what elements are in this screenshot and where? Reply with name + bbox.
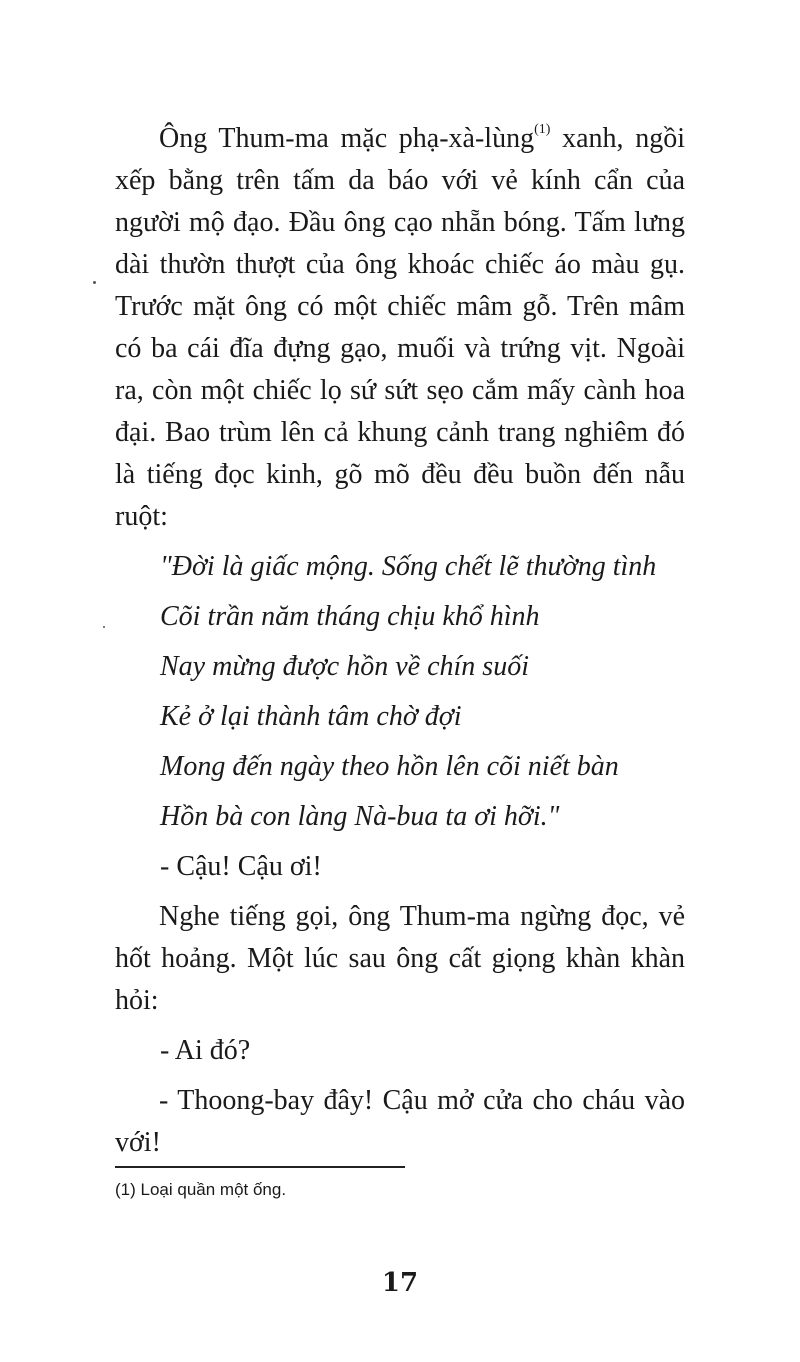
paragraph-opening-rest: xanh, ngồi xếp bằng trên tấm da báo với vẻ kính cẩn của người mộ đạo. Đầu ông cạo nhẵn bóng. Tấm lưng dài thườn thượt của ông khoác chiếc áo màu gụ. Trước mặt ông có một chiếc mâm gỗ. Trên mâm có ba cái đĩa đựng gạo, muối và trứng vịt. Ngoài ra, còn một chiếc lọ sứ sứt sẹo cắm mấy cành hoa đại. Bao trùm lên cả khung cảnh trang nghiêm đó là tiếng đọc kinh, gõ mõ đều đều buồn đến nẫu ruột: <box>115 123 685 532</box>
verse-line: Nay mừng được hồn về chín suối <box>160 651 529 682</box>
scan-speck <box>103 626 105 628</box>
chant-verse <box>115 546 685 838</box>
dialog-question: - Ai đó? <box>160 1035 251 1066</box>
page-body <box>115 118 685 1164</box>
paragraph-opening-start: Ông Thum-ma mặc phạ-xà-lùng <box>159 123 535 154</box>
paragraph-narration: Nghe tiếng gọi, ông Thum-ma ngừng đọc, vẻ hốt hoảng. Một lúc sau ông cất giọng khàn khàn hỏi: <box>115 901 685 1016</box>
verse-line: Hồn bà con làng Nà-bua ta ơi hỡi." <box>160 801 560 832</box>
verse-line: Cõi trần năm tháng chịu khổ hình <box>160 601 540 632</box>
footnote-divider <box>115 1166 405 1168</box>
verse-line: Kẻ ở lại thành tâm chờ đợi <box>160 701 462 732</box>
paragraph-opening <box>115 118 685 538</box>
footnote-reference: (1) <box>534 122 551 137</box>
verse-line: "Đời là giấc mộng. Sống chết lẽ thường tình <box>160 551 657 582</box>
verse-line: Mong đến ngày theo hồn lên cõi niết bàn <box>160 751 619 782</box>
scan-speck <box>93 281 96 284</box>
footnote-text: (1) Loại quần một ống. <box>115 1180 287 1199</box>
page-number: 17 <box>381 1268 419 1298</box>
dialog-call: - Cậu! Cậu ơi! <box>160 851 322 882</box>
dialog-answer: - Thoong-bay đây! Cậu mở cửa cho cháu vào với! <box>115 1085 685 1158</box>
